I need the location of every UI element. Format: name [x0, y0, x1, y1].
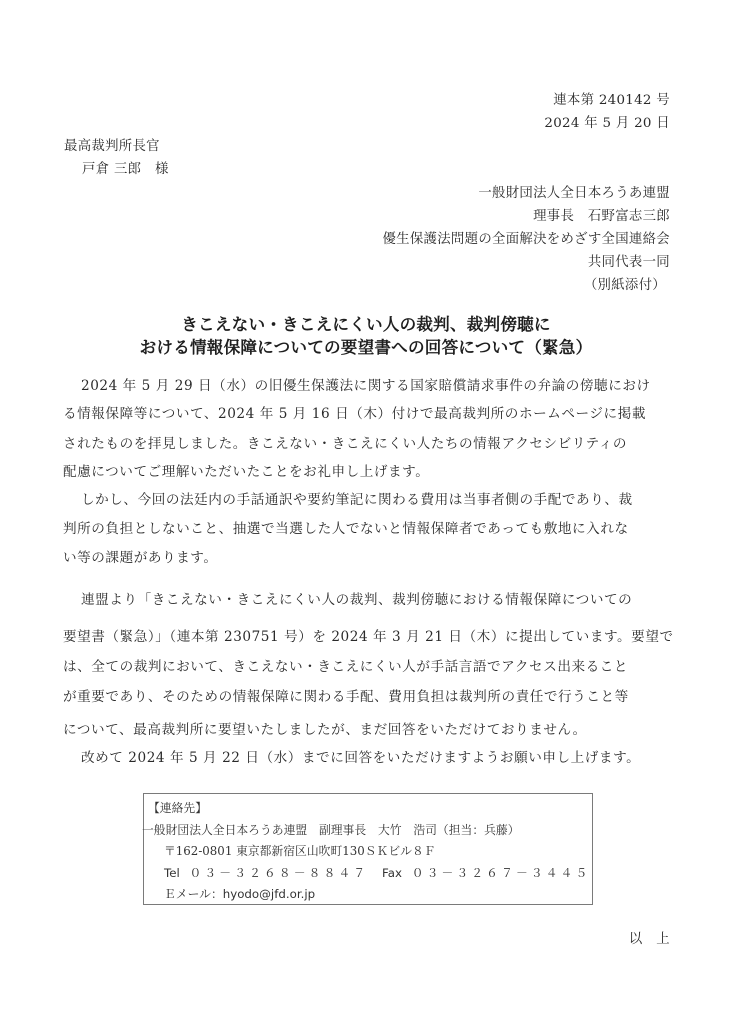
body-line: 連盟より「きこえない・きこえにくい人の裁判、裁判傍聴における情報保障についての	[81, 592, 633, 608]
doc-number: 連本第 240142 号	[553, 93, 670, 108]
document-title-line-1: きこえない・きこえにくい人の裁判、裁判傍聴に	[181, 315, 551, 334]
contact-email-row	[164, 885, 315, 902]
contact-phone-row	[164, 864, 590, 881]
contact-heading: 【連絡先】	[148, 801, 207, 815]
fax-label: Fax	[382, 866, 402, 880]
body-line: 判所の負担としないこと、抽選で当選した人でないと情報保障者であっても敷地に入れな	[63, 521, 629, 537]
body-line: い等の課題があります。	[63, 550, 218, 566]
body-line: 2024 年 5 月 29 日（水）の旧優生保護法に関する国家賠償請求事件の弁論の傍聴におけ	[81, 378, 651, 394]
fax-number: ０３－３２６７－３４４５	[411, 866, 591, 880]
body-line: は、全ての裁判において、きこえない・きこえにくい人が手話言語でアクセス出来ること	[63, 659, 629, 675]
sender-org-2: 優生保護法問題の全面解決をめざす全国連絡会	[382, 232, 670, 247]
email-label: Ｅメール：	[164, 887, 223, 901]
email-address[interactable]: hyodo@jfd.or.jp	[222, 887, 316, 901]
body-line: しかし、今回の法廷内の手話通訳や要約筆記に関わる費用は当事者側の手配であり、裁	[81, 492, 633, 508]
body-line: について、最高裁判所に要望いたしましたが、まだ回答をいただけておりません。	[63, 722, 587, 738]
body-line: が重要であり、そのための情報保障に関わる手配、費用負担は裁判所の責任で行うこと等	[63, 689, 629, 705]
doc-date: 2024 年 5 月 20 日	[544, 116, 670, 131]
contact-box	[143, 793, 593, 905]
closing-mark: 以 上	[628, 932, 670, 947]
body-line: されたものを拝見しました。きこえない・きこえにくい人たちの情報アクセシビリティの	[63, 436, 627, 452]
recipient-name: 戸倉 三郎 様	[82, 162, 169, 177]
sender-org: 一般財団法人全日本ろうあ連盟	[478, 186, 670, 201]
contact-person: 一般財団法人全日本ろうあ連盟 副理事長 大竹 浩司（担当：兵藤）	[142, 823, 520, 837]
body-line: 改めて 2024 年 5 月 22 日（水）までに回答をいただけますようお願い申し上げます。	[81, 750, 641, 766]
body-line: 要望書（緊急）」（連本第 230751 号）を 2024 年 3 月 21 日（木）に提出しています。要望で	[63, 629, 674, 645]
tel-label: Tel	[164, 866, 180, 880]
contact-address: 〒162-0801 東京都新宿区山吹町130ＳＫビル８Ｆ	[164, 844, 436, 858]
sender-representative: 理事長 石野富志三郎	[533, 209, 670, 224]
tel-number: ０３－３２６８－８８４７	[189, 866, 369, 880]
attachment-note: （別紙添付）	[583, 278, 666, 293]
recipient-title: 最高裁判所長官	[64, 139, 160, 154]
sender-representative-2: 共同代表一同	[587, 255, 670, 270]
body-line: る情報保障等について、2024 年 5 月 16 日（木）付けで最高裁判所のホームページに掲載	[63, 406, 646, 422]
document-title-line-2: おける情報保障についての要望書への回答について（緊急）	[139, 338, 593, 357]
body-line: 配慮についてご理解いただいたことをお礼申し上げます。	[63, 464, 430, 480]
